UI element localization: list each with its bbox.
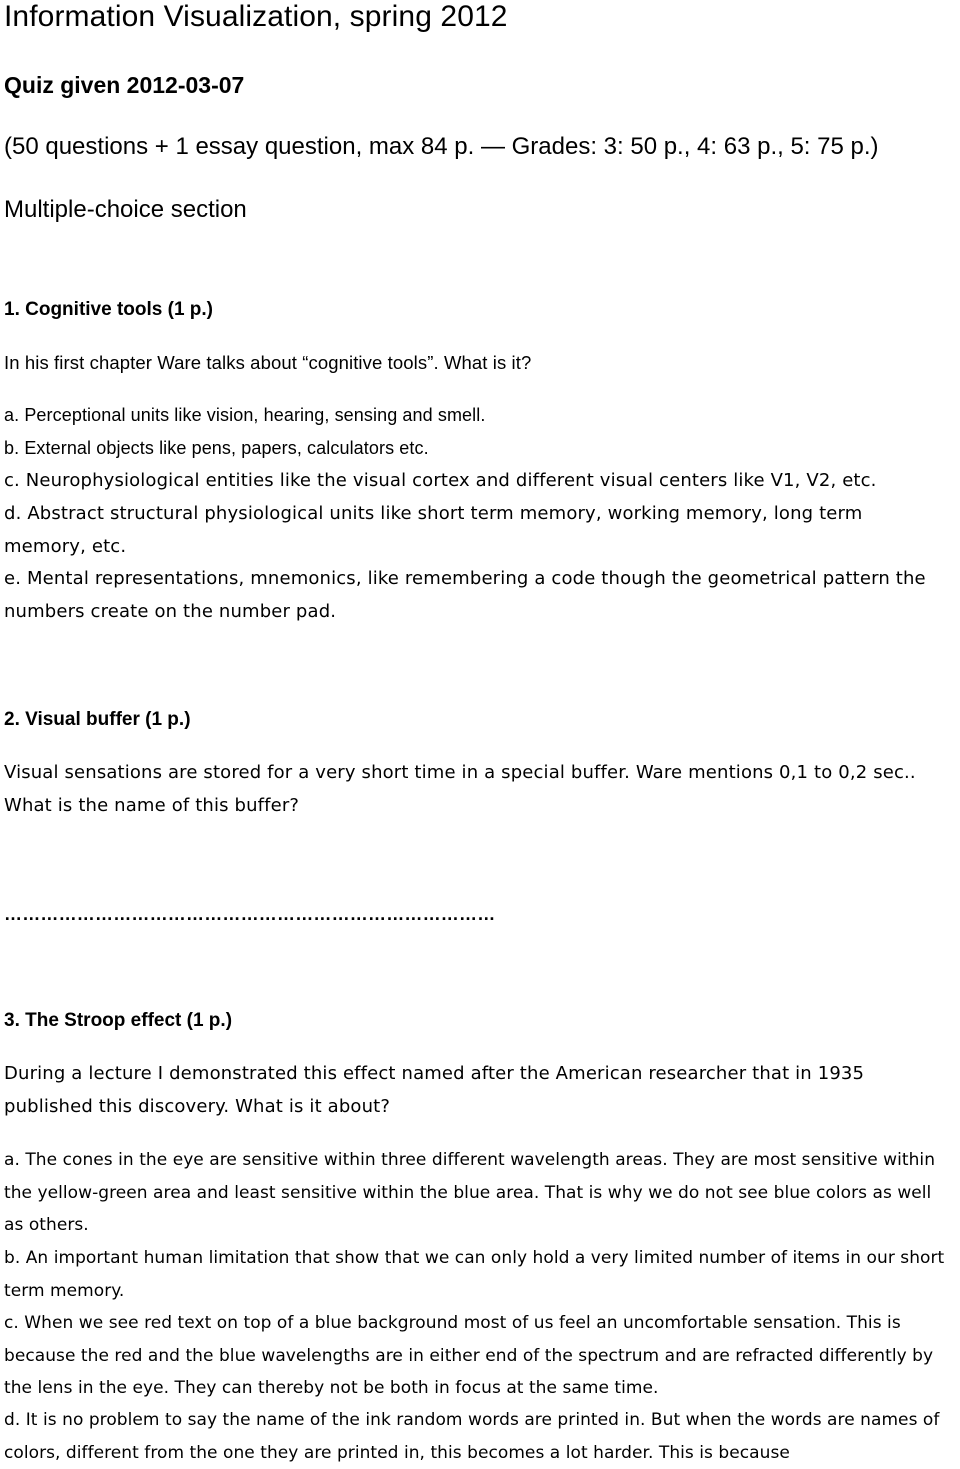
question-3-option-c: c. When we see red text on top of a blue background most of us feel an uncomfortable sensation. This is because the red and the blue wavelengths are in either end of the spectrum and are refracted differently by the lens in the eye. They can thereby not be both in focus at the same time. (4, 1313, 934, 1398)
question-3-heading: 3. The Stroop effect (1 p.) (4, 1010, 233, 1031)
question-1-option-e: e. Mental representations, mnemonics, like remembering a code though the geometrical pattern the numbers create on the number pad. (4, 568, 926, 622)
question-3-option-a: a. The cones in the eye are sensitive within three different wavelength areas. They are most sensitive within the yellow-green area and least sensitive within the blue area. That is why we do not see blue colors as well as others. (4, 1150, 936, 1235)
question-3-text: During a lecture I demonstrated this effect named after the American researcher that in 1935 published this discovery. What is it about? (4, 1063, 865, 1117)
question-2-heading: 2. Visual buffer (1 p.) (4, 709, 191, 730)
question-2-text: Visual sensations are stored for a very short time in a special buffer. Ware mentions 0,1 to 0,2 sec.. What is the name of this buffer? (4, 762, 916, 816)
question-1-option-d: d. Abstract structural physiological units like short term memory, working memory, long term memory, etc. (4, 503, 863, 557)
section-title: Multiple-choice section (4, 196, 247, 223)
quiz-date: Quiz given 2012-03-07 (4, 72, 245, 98)
question-1-heading: 1. Cognitive tools (1 p.) (4, 299, 214, 320)
question-3-option-b: b. An important human limitation that show that we can only hold a very limited number of items in our short term memory. (4, 1248, 945, 1301)
question-2-answer-line: ……………………………………………………………………… (4, 904, 496, 924)
question-3-option-d: d. It is no problem to say the name of the ink random words are printed in. But when the words are names of colors, different from the one they are printed in, this becomes a lot harder. This is because (4, 1410, 940, 1463)
grades-info: (50 questions + 1 essay question, max 84 p. — Grades: 3: 50 p., 4: 63 p., 5: 75 p.) (4, 133, 879, 160)
question-1-text: In his first chapter Ware talks about “cognitive tools”. What is it? (4, 352, 532, 373)
question-1-option-a: a. Perceptional units like vision, hearing, sensing and smell. (4, 405, 486, 425)
question-1-option-b: b. External objects like pens, papers, calculators etc. (4, 438, 429, 458)
document-title: Information Visualization, spring 2012 (4, 0, 508, 33)
question-1-option-c: c. Neurophysiological entities like the visual cortex and different visual centers like V1, V2, etc. (4, 470, 877, 491)
